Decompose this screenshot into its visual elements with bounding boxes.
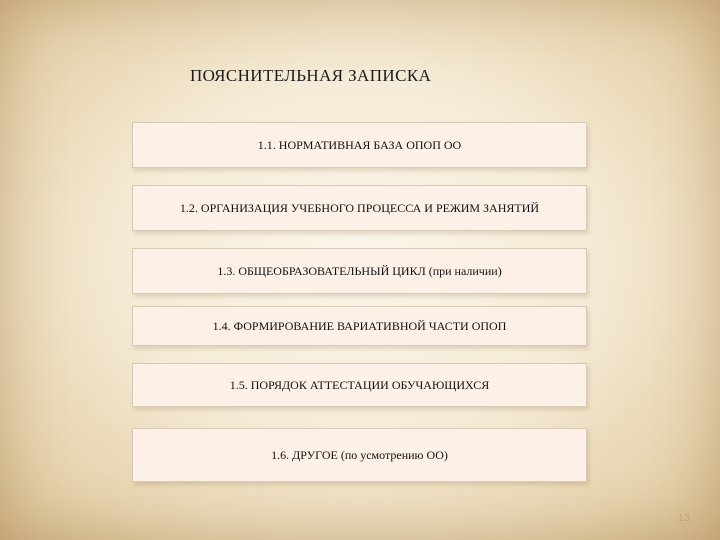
section-label-1-6: 1.6. ДРУГОЕ (по усмотрению ОО) — [271, 447, 448, 462]
section-box-1-6 — [132, 428, 587, 482]
page-number: 13 — [678, 512, 691, 524]
section-label-1-1: 1.1. НОРМАТИВНАЯ БАЗА ОПОП ОО — [257, 137, 462, 152]
section-box-1-4 — [132, 306, 587, 346]
slide-title: ПОЯСНИТЕЛЬНАЯ ЗАПИСКА — [190, 66, 432, 85]
section-box-1-1 — [132, 122, 587, 168]
section-label-1-3: 1.3. ОБЩЕОБРАЗОВАТЕЛЬНЫЙ ЦИКЛ (при наличии) — [217, 263, 502, 278]
section-label-1-5: 1.5. ПОРЯДОК АТТЕСТАЦИИ ОБУЧАЮЩИХСЯ — [229, 377, 490, 392]
section-box-1-2 — [132, 185, 587, 231]
section-label-1-2: 1.2. ОРГАНИЗАЦИЯ УЧЕБНОГО ПРОЦЕССА И РЕЖИМ ЗАНЯТИЙ — [179, 200, 540, 215]
section-box-1-3 — [132, 248, 587, 294]
section-box-1-5 — [132, 363, 587, 407]
section-label-1-4: 1.4. ФОРМИРОВАНИЕ ВАРИАТИВНОЙ ЧАСТИ ОПОП — [212, 318, 507, 333]
